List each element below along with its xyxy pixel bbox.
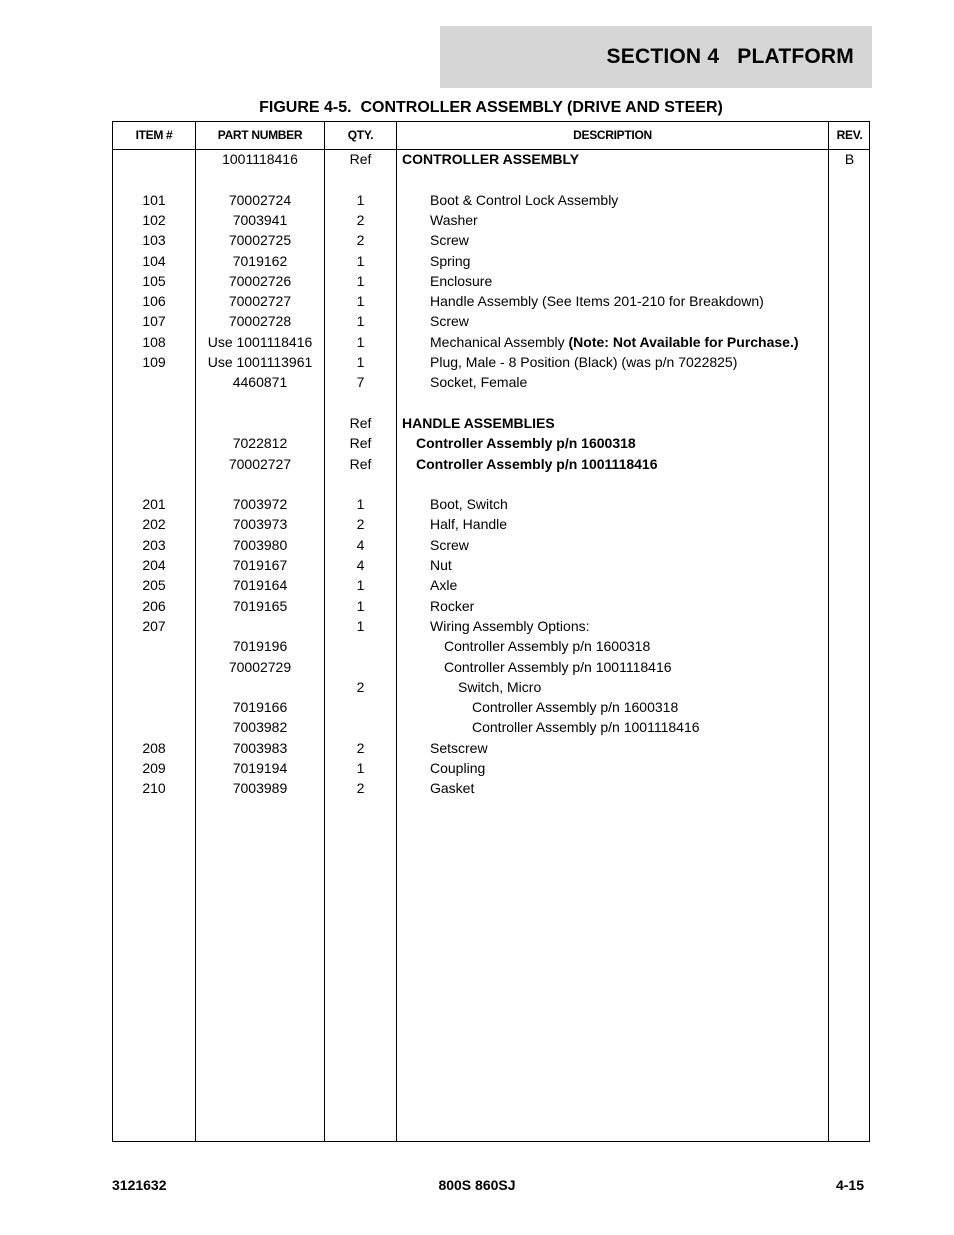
description-text: Screw [430,232,469,249]
quantity: 1 [356,252,365,269]
part-number: 7003941 [232,211,288,228]
description [430,494,508,514]
description-text: CONTROLLER ASSEMBLY [402,151,580,167]
description [416,433,636,453]
item-number: 209 [142,760,166,776]
part-number: 70002724 [228,191,292,208]
item-number: 207 [142,617,166,634]
description-text: Nut [430,557,452,573]
description [430,514,507,534]
table-row [113,717,869,737]
description-text: Mechanical Assembly [430,333,569,350]
part-number: 7019164 [232,577,288,594]
description-text: Half, Handle [430,516,508,533]
table-row [113,332,869,352]
quantity: 2 [356,516,365,533]
part-number: 7003972 [232,496,288,513]
description-text: Enclosure [430,272,493,289]
part-number: 7003973 [232,516,288,533]
description-text: Gasket [430,780,475,797]
description [430,616,590,636]
description-text: Wiring Assembly Options: [430,617,590,634]
description [430,210,478,230]
item-number: 202 [142,516,166,533]
quantity: Ref [349,455,372,472]
column-header-description: DESCRIPTION [573,128,652,142]
section-banner [440,26,872,88]
description [430,758,485,778]
part-number: 70002726 [228,272,292,289]
item-number: 203 [142,536,166,553]
quantity: 1 [356,760,365,776]
table-row [113,291,869,311]
description-text: Controller Assembly p/n 1600318 [416,435,636,452]
part-number: 7003983 [232,739,288,756]
column-header-rev: REV. [836,128,863,142]
table-row [113,352,869,372]
description [430,596,474,616]
table-row [113,738,869,758]
table-row [113,657,869,677]
description-text: HANDLE ASSEMBLIES [402,414,555,431]
table-row [113,555,869,575]
description [472,697,678,717]
description-text: Switch, Micro [458,678,542,695]
footer-page-number: 4-15 [835,1177,864,1193]
table-row [113,413,869,433]
part-number: 70002729 [228,658,292,675]
description [430,271,492,291]
part-number: 7019194 [232,760,288,776]
description [402,149,579,169]
description [430,738,488,758]
description [430,575,457,595]
item-number: 102 [142,211,166,228]
description [430,291,764,311]
part-number: 7022812 [232,435,288,452]
description-text: Controller Assembly p/n 1600318 [472,699,679,716]
description [444,636,650,656]
quantity: 2 [356,232,365,249]
table-row [113,433,869,453]
description [430,555,452,575]
section-title: SECTION 4 PLATFORM [606,45,854,68]
table-row [113,535,869,555]
part-number: 70002727 [228,293,292,310]
description-note: (Note: Not Available for Purchase.) [568,333,799,350]
table-row [113,758,869,778]
footer-model: 800S 860SJ [438,1177,516,1193]
description-text: Controller Assembly p/n 1001118416 [416,455,658,472]
item-number: 205 [142,577,166,594]
description [430,311,469,331]
part-number: 1001118416 [222,151,298,167]
part-number: Use 1001113961 [207,354,313,370]
item-number: 204 [142,557,166,573]
description-text: Setscrew [430,739,488,756]
quantity: 4 [356,557,365,573]
parts-table [112,121,870,1142]
quantity: Ref [349,151,372,167]
item-number: 101 [142,191,166,208]
quantity: 2 [356,678,365,695]
table-row [113,575,869,595]
table-row [113,677,869,697]
description [444,657,672,677]
quantity: Ref [349,435,372,452]
table-row [113,494,869,514]
part-number: 7019167 [232,557,288,573]
description [402,413,555,433]
description [430,352,737,372]
part-number: Use 1001118416 [207,333,313,350]
description-text: Boot & Control Lock Assembly [430,191,619,208]
item-number: 107 [142,313,166,330]
part-number: 7003982 [232,719,288,736]
description-text: Spring [430,252,471,269]
part-number: 7019162 [232,252,288,269]
part-number: 7003989 [232,780,288,797]
description-text: Plug, Male - 8 Position (Black) (was p/n 7022825) [430,354,738,370]
part-number: 70002727 [228,455,292,472]
column-header-part-number: PART NUMBER [217,128,303,142]
quantity: 1 [356,293,365,310]
description-text: Controller Assembly p/n 1001118416 [472,719,700,736]
column-header-item: ITEM # [135,128,173,142]
quantity: 2 [356,211,365,228]
quantity: 1 [356,313,365,330]
table-row [113,636,869,656]
part-number: 7019166 [232,699,288,716]
description-text: Rocker [430,597,475,614]
quantity: 2 [356,739,365,756]
table-row [113,454,869,474]
item-number: 206 [142,597,166,614]
quantity: 1 [356,597,365,614]
description [416,454,658,474]
quantity: 4 [356,536,365,553]
table-row [113,230,869,250]
item-number: 201 [142,496,166,513]
footer-doc-number: 3121632 [112,1177,167,1193]
description [430,190,618,210]
quantity: 2 [356,780,365,797]
table-row [113,271,869,291]
item-number: 208 [142,739,166,756]
table-row [113,616,869,636]
column-header-qty: QTY. [347,128,374,142]
item-number: 104 [142,252,166,269]
table-row [113,311,869,331]
description [430,332,799,352]
quantity: 1 [356,617,365,634]
quantity: 1 [356,191,365,208]
quantity: 1 [356,333,365,350]
item-number: 106 [142,293,166,310]
table-row [113,210,869,230]
description [430,535,469,555]
part-number: 7019196 [232,638,288,655]
description-text: Screw [430,313,469,330]
description-text: Controller Assembly p/n 1001118416 [444,658,672,675]
part-number: 70002725 [228,232,292,249]
part-number: 7003980 [232,536,288,553]
description [430,251,470,271]
description [472,717,700,737]
table-row [113,149,869,169]
table-row [113,778,869,798]
description-text: Washer [430,211,478,228]
table-row [113,514,869,534]
table-row [113,372,869,392]
part-number: 7019165 [232,597,288,614]
table-row [113,596,869,616]
description-text: Axle [430,577,458,594]
description-text: Handle Assembly (See Items 201-210 for Breakdown) [430,293,764,310]
part-number: 70002728 [228,313,292,330]
description [458,677,541,697]
item-number: 210 [142,780,166,797]
quantity: 1 [356,496,365,513]
description [430,230,469,250]
quantity: 7 [356,374,365,391]
description-text: Screw [430,536,469,553]
quantity: 1 [356,354,365,370]
description-text: Socket, Female [430,374,528,391]
figure-title: FIGURE 4-5. CONTROLLER ASSEMBLY (DRIVE AND STEER) [259,99,723,116]
description-text: Coupling [430,760,486,776]
description [430,372,527,392]
quantity: 1 [356,577,365,594]
revision: B [844,151,855,167]
quantity: Ref [349,414,372,431]
part-number: 4460871 [232,374,288,391]
item-number: 103 [142,232,166,249]
description [430,778,474,798]
description-text: Boot, Switch [430,496,508,513]
quantity: 1 [356,272,365,289]
table-row [113,697,869,717]
description-text: Controller Assembly p/n 1600318 [444,638,651,655]
item-number: 108 [142,333,166,350]
item-number: 109 [142,354,166,370]
item-number: 105 [142,272,166,289]
table-row [113,190,869,210]
table-row [113,251,869,271]
